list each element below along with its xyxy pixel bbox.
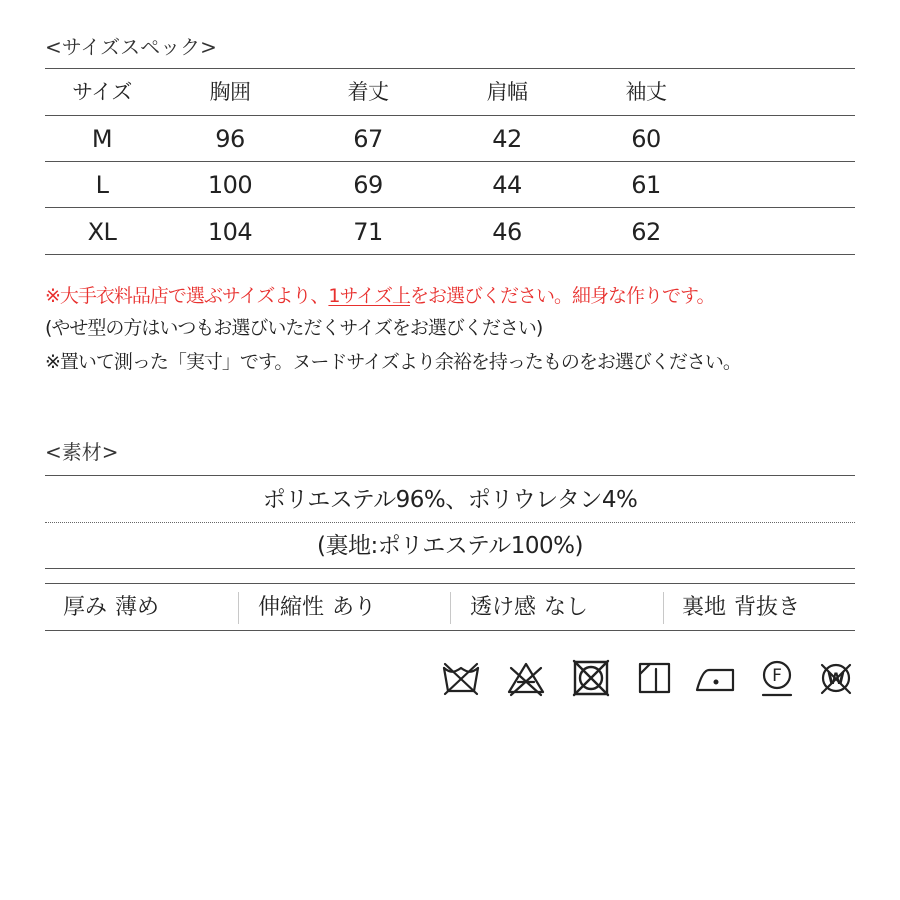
dry-clean-f-icon xyxy=(756,657,798,699)
property-thickness xyxy=(63,594,159,622)
table-bottom-rule xyxy=(45,254,855,255)
table-cell: 69 xyxy=(353,171,383,199)
property-value: なし xyxy=(544,595,589,620)
table-cell: 44 xyxy=(492,171,522,199)
material-bottom-rule xyxy=(45,568,855,569)
size-note-red-text: ※大手衣料品店で選ぶサイズより、 xyxy=(45,285,329,307)
property-stretch xyxy=(258,594,376,622)
property-label: 裏地 xyxy=(682,595,727,620)
table-cell: M xyxy=(91,125,113,153)
size-spec-heading: <サイズスペック> xyxy=(45,35,217,59)
dry-clean-letter: F xyxy=(772,666,782,686)
col-header-size: サイズ xyxy=(72,80,132,104)
material-composition: ポリエステル96%、ポリウレタン4% xyxy=(262,487,638,513)
size-note-highlight: 1サイズ上 xyxy=(328,285,410,307)
size-note-measure: ※置いて測った「実寸」です。ヌードサイズより余裕を持ったものをお選びください。 xyxy=(45,351,741,373)
flat-dry-shade-icon xyxy=(634,657,676,699)
col-header-shoulder: 肩幅 xyxy=(486,80,528,104)
col-header-sleeve: 袖丈 xyxy=(625,80,667,104)
properties-bottom-rule xyxy=(45,630,855,631)
property-value: あり xyxy=(332,595,377,620)
table-cell: 104 xyxy=(207,218,253,246)
size-note-slim: (やせ型の方はいつもお選びいただくサイズをお選びください) xyxy=(45,317,543,339)
no-bleach-icon xyxy=(505,657,547,699)
no-wet-clean-icon xyxy=(815,657,857,699)
table-cell: L xyxy=(95,171,109,199)
table-cell: 62 xyxy=(631,218,661,246)
table-cell: XL xyxy=(87,218,117,246)
wet-clean-letter: W xyxy=(827,669,845,688)
no-tumble-dry-icon xyxy=(570,657,612,699)
table-cell: 71 xyxy=(353,218,383,246)
property-value: 薄め xyxy=(115,595,160,620)
table-cell: 100 xyxy=(207,171,253,199)
low-iron-icon xyxy=(694,657,736,699)
property-value: 背抜き xyxy=(734,595,801,620)
material-lining: (裏地:ポリエステル100%) xyxy=(317,533,583,559)
material-top-rule xyxy=(45,475,855,476)
material-divider xyxy=(45,522,855,523)
property-lining xyxy=(682,594,800,622)
property-label: 伸縮性 xyxy=(258,595,325,620)
size-note-red-text: をお選びください。細身な作りです。 xyxy=(409,285,715,307)
size-note-red xyxy=(45,284,714,308)
no-washing-icon xyxy=(440,657,482,699)
col-header-length: 着丈 xyxy=(347,80,389,104)
property-separator xyxy=(450,592,451,624)
property-separator xyxy=(663,592,664,624)
properties-top-rule xyxy=(45,583,855,584)
property-label: 厚み xyxy=(63,595,108,620)
table-header-rule xyxy=(45,115,855,116)
table-cell: 46 xyxy=(492,218,522,246)
table-cell: 67 xyxy=(353,125,383,153)
property-sheerness xyxy=(470,594,588,622)
property-label: 透け感 xyxy=(470,595,537,620)
table-cell: 96 xyxy=(215,125,245,153)
table-cell: 42 xyxy=(492,125,522,153)
material-heading: <素材> xyxy=(45,440,119,464)
table-row-rule xyxy=(45,161,855,162)
table-top-rule xyxy=(45,68,855,69)
table-row-rule xyxy=(45,207,855,208)
property-separator xyxy=(238,592,239,624)
col-header-chest: 胸囲 xyxy=(209,80,251,104)
table-cell: 61 xyxy=(631,171,661,199)
table-cell: 60 xyxy=(631,125,661,153)
